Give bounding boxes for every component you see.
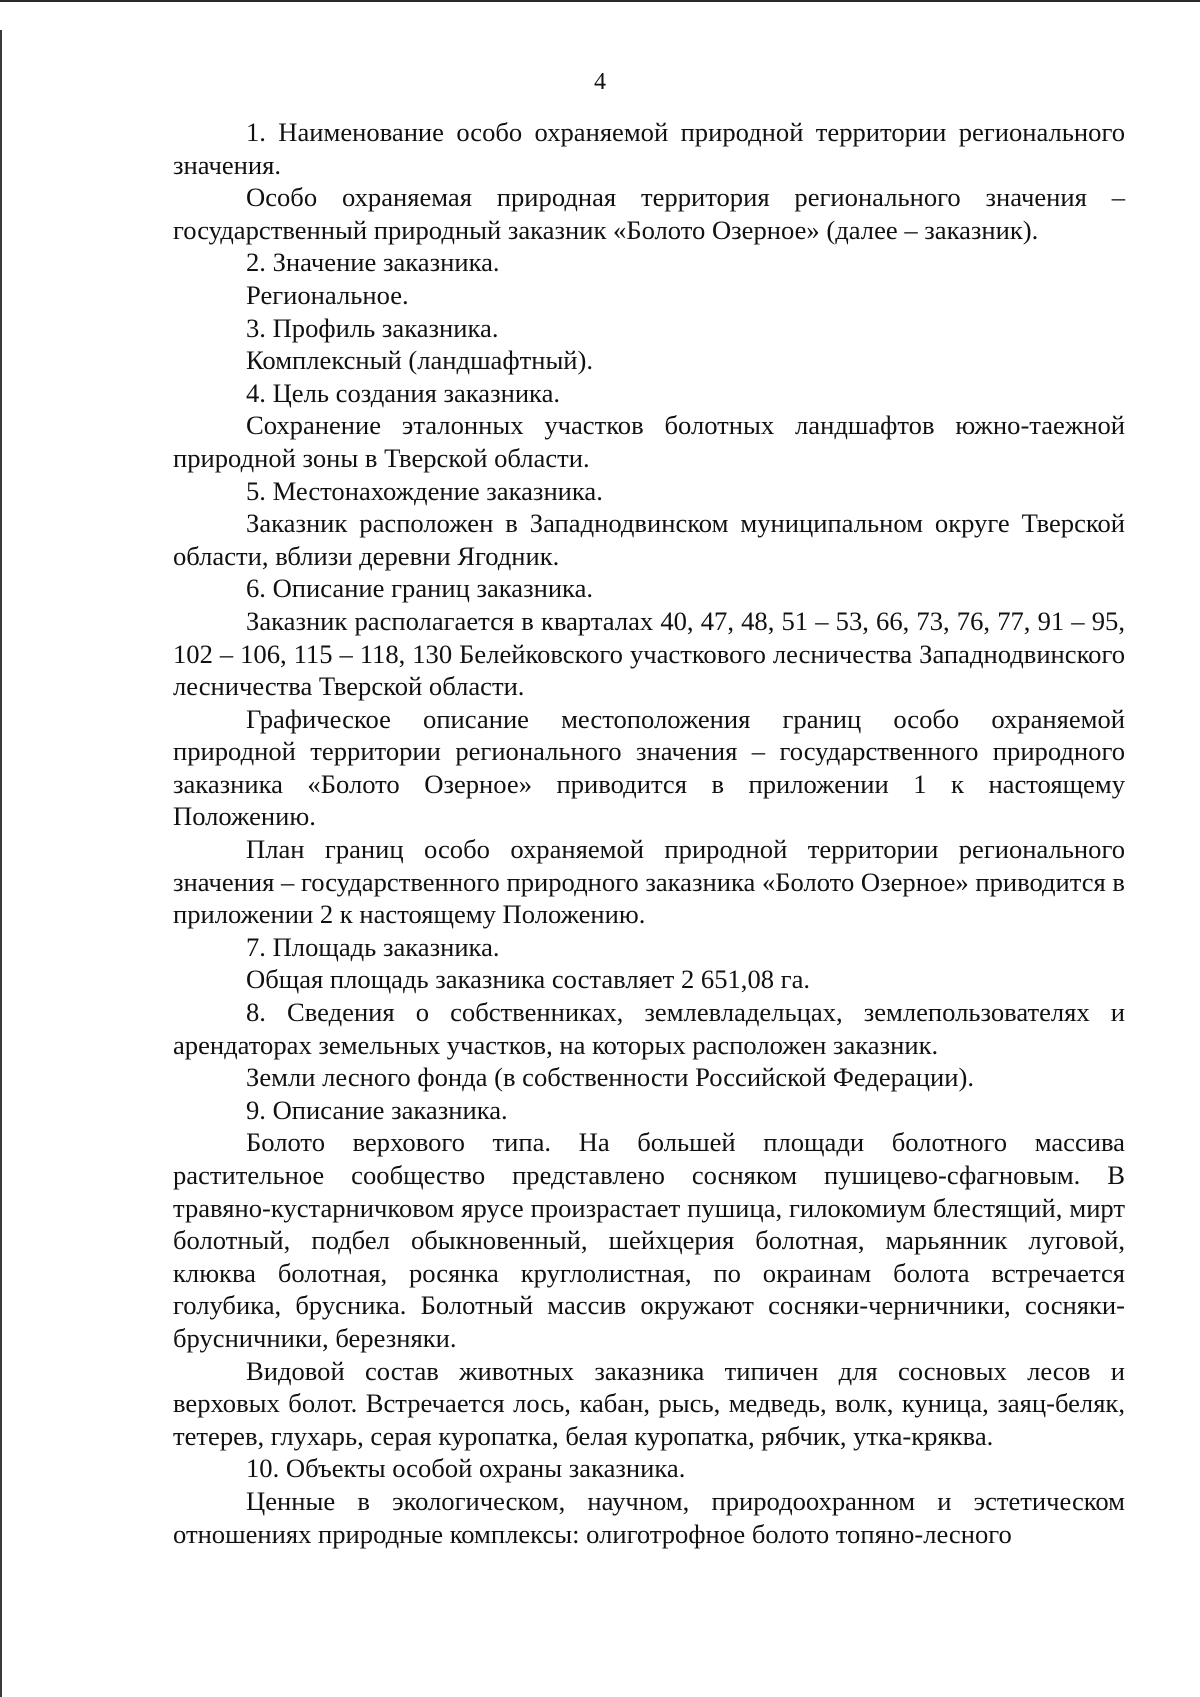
document-body (173, 116, 1125, 1550)
scan-edge-left (0, 30, 2, 1697)
paragraph-profile-text: Комплексный (ландшафтный). (246, 345, 594, 376)
paragraph-boundaries-graphic: Графическое описание местоположения границ особо охраняемой природной территории регионального значения – государственного природного заказника «Болото Озерное» приводится в приложении 1 к настоящему Положению. (173, 703, 1125, 832)
paragraph-significance-text: Региональное. (246, 279, 409, 310)
paragraph-boundaries-plan: План границ особо охраняемой природной территории регионального значения – государственного природного заказника «Болото Озерное» приводится в приложении 2 к настоящему Положению. (173, 834, 1125, 930)
heading-9-description: 9. Описание заказника. (246, 1094, 508, 1125)
heading-7-area: 7. Площадь заказника. (246, 931, 500, 962)
heading-8-owners: 8. Сведения о собственниках, землевладельцах, землепользователях и арендаторах земельных участков, на которых расположен заказник. (173, 997, 1125, 1060)
heading-10-protected-objects: 10. Объекты особой охраны заказника. (246, 1453, 686, 1484)
page-number: 4 (594, 69, 606, 95)
heading-3-profile: 3. Профиль заказника. (246, 312, 499, 343)
paragraph-owners-text: Земли лесного фонда (в собственности Российской Федерации). (246, 1062, 974, 1093)
paragraph-location-text: Заказник расположен в Западнодвинском муниципальном округе Тверской области, вблизи деревни Ягодник. (173, 508, 1125, 571)
paragraph-name-text: Особо охраняемая природная территория регионального значения – государственный природный заказник «Болото Озерное» (далее – заказник). (173, 182, 1125, 245)
paragraph-protected-objects-text: Ценные в экологическом, научном, природоохранном и эстетическом отношениях природные комплексы: олиготрофное болото топяно-лесного (173, 1485, 1125, 1549)
heading-4-purpose: 4. Цель создания заказника. (246, 377, 561, 408)
paragraph-description-fauna: Видовой состав животных заказника типичен для сосновых лесов и верховых болот. Встречается лось, кабан, рысь, медведь, волк, куница, заяц-беляк, тетерев, глухарь, серая куропатка, белая куропатка, рябчик, утка-кряква. (173, 1355, 1125, 1451)
heading-1-name: 1. Наименование особо охраняемой природной территории регионального значения. (173, 117, 1125, 180)
paragraph-area-text: Общая площадь заказника составляет 2 651,08 га. (246, 964, 811, 995)
paragraph-boundaries-quarters: Заказник располагается в кварталах 40, 47, 48, 51 – 53, 66, 73, 76, 77, 91 – 95, 102 – 106, 115 – 118, 130 Белейковского участкового лесничества Западнодвинского лесничества Тверской области. (173, 605, 1125, 702)
paragraph-purpose-text: Сохранение эталонных участков болотных ландшафтов южно-таежной природной зоны в Тверской области. (173, 410, 1125, 473)
paragraph-description-flora: Болото верхового типа. На большей площади болотного массива растительное сообщество представлено сосняком пушицево-сфагновым. В травяно-кустарничковом ярусе произрастает пушица, гилокомиум блестящий, мирт болотный, подбел обыкновенный, шейхцерия болотная, марьянник луговой, клюква болотная, росянка круглолистная, по окраинам болота встречается голубика, брусника. Болотный массив окружают сосняки-черничники, сосняки-брусничники, березняки. (173, 1127, 1125, 1353)
heading-5-location: 5. Местонахождение заказника. (246, 475, 603, 506)
scan-edge-top (0, 0, 1200, 2)
heading-2-significance: 2. Значение заказника. (246, 247, 500, 278)
heading-6-boundaries: 6. Описание границ заказника. (246, 573, 594, 604)
